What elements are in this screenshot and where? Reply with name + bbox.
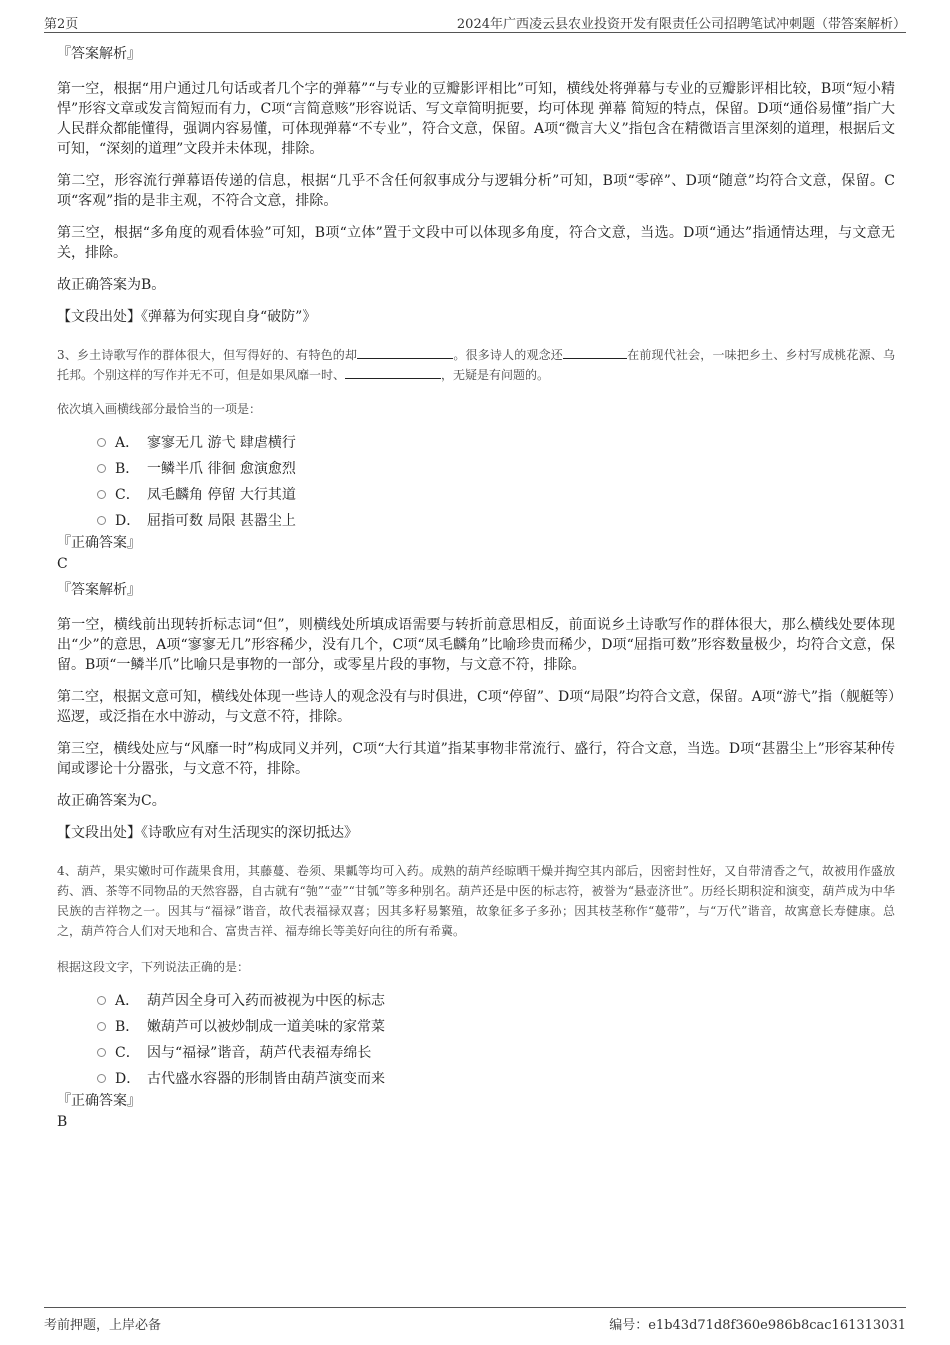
- analysis-paragraph: 第一空，横线前出现转折标志词“但”，则横线处所填成语需要与转折前意思相反，前面说乡土诗歌写作的群体很大，那么横线处要体现出“少”的意思，A项“寥寥无几”形容稀少，没有几个，C项“凤毛麟角”比喻珍贵而稀少，D项“屈指可数”形容数量极少，均符合文意，保留。B项“一鳞半爪”比喻只是事物的一部分，或零星片段的事物，与文意不符，排除。: [57, 617, 895, 673]
- analysis-paragraph: 第二空，根据文意可知，横线处体现一些诗人的观念没有与时俱进，C项“停留”、D项“局限”均符合文意，保留。A项“游弋”指（舰艇等）巡逻，或泛指在水中游动，与文意不符，排除。: [57, 689, 895, 725]
- question-3-prompt: 依次填入画横线部分最恰当的一项是：: [57, 402, 262, 416]
- document-title: 2024年广西凌云县农业投资开发有限责任公司招聘笔试冲刺题（带答案解析）: [456, 17, 906, 32]
- option-b[interactable]: B． 嫩葫芦可以被炒制成一道美味的家常菜: [97, 1013, 895, 1039]
- page-header: [44, 10, 906, 33]
- radio-icon[interactable]: [97, 1048, 106, 1057]
- page-footer: [44, 1307, 906, 1332]
- page-number: 第2页: [44, 17, 79, 32]
- option-d[interactable]: D． 古代盛水容器的形制皆由葫芦演变而来: [97, 1065, 895, 1091]
- blank-3: [345, 365, 441, 379]
- option-b[interactable]: B． 一鳞半爪 徘徊 愈演愈烈: [97, 455, 895, 481]
- radio-icon[interactable]: [97, 1022, 106, 1031]
- blank-2: [563, 345, 627, 359]
- analysis-paragraph: 第三空，根据“多角度的观看体验”可知，B项“立体”置于文段中可以体现多角度，符合文意，当选。D项“通达”指通情达理，与文意无关，排除。: [57, 225, 895, 261]
- question-4-options: [97, 987, 895, 1091]
- correct-answer-label: 『正确答案』: [57, 535, 141, 551]
- document-id: 编号：e1b43d71d8f360e986b8cac161313031: [609, 1318, 906, 1333]
- analysis-conclusion: 故正确答案为B。: [57, 277, 166, 293]
- radio-icon[interactable]: [97, 1074, 106, 1083]
- option-c[interactable]: C． 因与“福禄”谐音，葫芦代表福寿绵长: [97, 1039, 895, 1065]
- correct-answer: C: [57, 556, 68, 572]
- option-a[interactable]: A． 葫芦因全身可入药而被视为中医的标志: [97, 987, 895, 1013]
- option-c[interactable]: C． 凤毛麟角 停留 大行其道: [97, 481, 895, 507]
- option-d[interactable]: D． 屈指可数 局限 甚嚣尘上: [97, 507, 895, 533]
- correct-answer: B: [57, 1114, 68, 1130]
- correct-answer-label: 『正确答案』: [57, 1093, 141, 1109]
- option-a[interactable]: A． 寥寥无几 游弋 肆虐横行: [97, 429, 895, 455]
- question-4-text: 4、葫芦，果实嫩时可作蔬果食用，其藤蔓、卷须、果瓤等均可入药。成熟的葫芦经晾晒干燥并掏空其内部后，因密封性好，又自带清香之气，故被用作盛放药、酒、茶等不同物品的天然容器，自古就有“匏”“壶”“甘瓠”等多种别名。葫芦还是中医的标志符，被誉为“悬壶济世”。历经长期积淀和演变，葫芦成为中华民族的吉祥物之一。因其与“福禄”谐音，故代表福禄双喜；因其多籽易繁殖，故象征多子多孙；因其枝茎称作“蔓带”，与“万代”谐音，故寓意长寿健康。总之，葫芦符合人们对天地和合、富贵吉祥、福寿绵长等美好向往的所有希冀。: [57, 864, 895, 938]
- radio-icon[interactable]: [97, 438, 106, 447]
- analysis-label: 『答案解析』: [57, 46, 141, 62]
- radio-icon[interactable]: [97, 464, 106, 473]
- radio-icon[interactable]: [97, 516, 106, 525]
- analysis-paragraph: 第三空，横线处应与“风靡一时”构成同义并列，C项“大行其道”指某事物非常流行、盛行，符合文意，当选。D项“甚嚣尘上”形容某种传闻或谬论十分嚣张，与文意不符，排除。: [57, 741, 895, 777]
- page-content: [57, 44, 895, 1138]
- question-3-options: [97, 429, 895, 533]
- source-citation: 【文段出处】《诗歌应有对生活现实的深切抵达》: [57, 825, 358, 841]
- question-3-text: 3、乡土诗歌写作的群体很大，但写得好的、有特色的却 。很多诗人的观念还 在前现代社会，一味把乡土、乡村写成桃花源、乌托邦。个别这样的写作并无不可，但是如果风靡一时、 ，无疑是有问题的。: [57, 345, 895, 385]
- radio-icon[interactable]: [97, 490, 106, 499]
- blank-1: [357, 345, 453, 359]
- analysis-label: 『答案解析』: [57, 582, 141, 598]
- footer-slogan: 考前押题，上岸必备: [44, 1318, 162, 1333]
- question-4-prompt: 根据这段文字，下列说法正确的是：: [57, 960, 250, 974]
- analysis-paragraph: 第二空，形容流行弹幕语传递的信息，根据“几乎不含任何叙事成分与逻辑分析”可知，B项“零碎”、D项“随意”均符合文意，保留。C项“客观”指的是非主观，不符合文意，排除。: [57, 173, 895, 209]
- radio-icon[interactable]: [97, 996, 106, 1005]
- analysis-conclusion: 故正确答案为C。: [57, 793, 166, 809]
- analysis-paragraph: 第一空，根据“用户通过几句话或者几个字的弹幕”“与专业的豆瓣影评相比”可知，横线处将弹幕与专业的豆瓣影评相比较，B项“短小精悍”形容文章或发言简短而有力，C项“言简意赅”形容说话、写文章简明扼要，均可体现 弹幕 简短的特点，保留。D项“通俗易懂”指广大人民群众都能懂得，强调内容易懂，可体现弹幕“不专业”，符合文意，保留。A项“微言大义”指包含在精微语言里深刻的道理，根据后文可知，“深刻的道理”文段并未体现，排除。: [57, 81, 895, 157]
- source-citation: 【文段出处】《弹幕为何实现自身“破防”》: [57, 309, 317, 325]
